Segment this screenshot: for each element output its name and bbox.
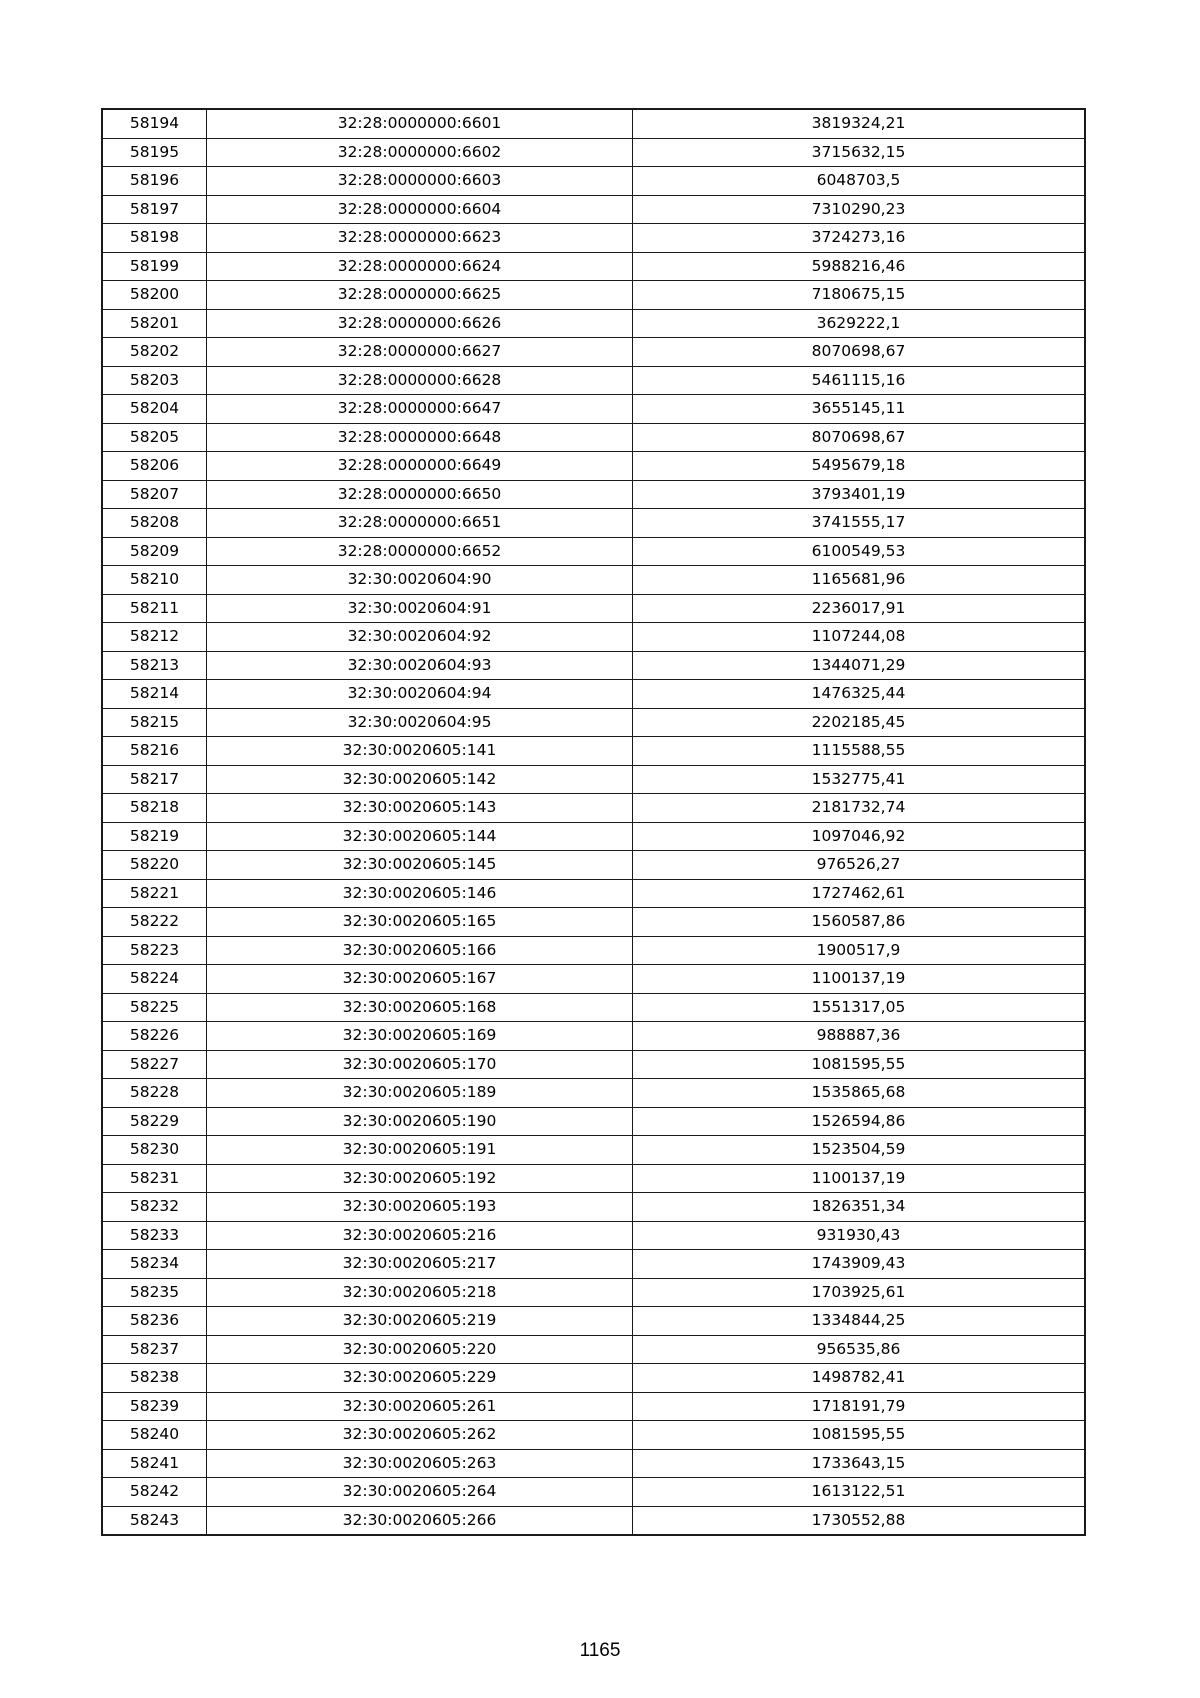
row-number-cell: 58220 bbox=[103, 851, 207, 880]
cadastral-number-cell: 32:28:0000000:6649 bbox=[207, 452, 633, 481]
table-row bbox=[103, 879, 1085, 908]
table-body bbox=[103, 110, 1085, 1535]
cadastral-number-cell: 32:30:0020605:261 bbox=[207, 1392, 633, 1421]
row-number-cell: 58236 bbox=[103, 1307, 207, 1336]
table-row bbox=[103, 1392, 1085, 1421]
row-number-cell: 58235 bbox=[103, 1278, 207, 1307]
table-row bbox=[103, 509, 1085, 538]
table-row bbox=[103, 1449, 1085, 1478]
cadastral-value-cell: 1560587,86 bbox=[633, 908, 1085, 937]
table-row bbox=[103, 822, 1085, 851]
table-row bbox=[103, 138, 1085, 167]
cadastral-number-cell: 32:30:0020605:166 bbox=[207, 936, 633, 965]
cadastral-number-cell: 32:28:0000000:6626 bbox=[207, 309, 633, 338]
row-number-cell: 58195 bbox=[103, 138, 207, 167]
cadastral-value-cell: 3793401,19 bbox=[633, 480, 1085, 509]
cadastral-number-cell: 32:30:0020605:190 bbox=[207, 1107, 633, 1136]
cadastral-value-cell: 1081595,55 bbox=[633, 1050, 1085, 1079]
table-row bbox=[103, 480, 1085, 509]
row-number-cell: 58228 bbox=[103, 1079, 207, 1108]
row-number-cell: 58215 bbox=[103, 708, 207, 737]
table-row bbox=[103, 680, 1085, 709]
cadastral-number-cell: 32:30:0020604:93 bbox=[207, 651, 633, 680]
row-number-cell: 58213 bbox=[103, 651, 207, 680]
table-row bbox=[103, 1421, 1085, 1450]
cadastral-value-cell: 931930,43 bbox=[633, 1221, 1085, 1250]
cadastral-value-cell: 3655145,11 bbox=[633, 395, 1085, 424]
table-row bbox=[103, 1193, 1085, 1222]
table-row bbox=[103, 252, 1085, 281]
cadastral-value-cell: 1730552,88 bbox=[633, 1506, 1085, 1535]
table-row bbox=[103, 993, 1085, 1022]
table-row bbox=[103, 737, 1085, 766]
cadastral-value-cell: 1476325,44 bbox=[633, 680, 1085, 709]
cadastral-number-cell: 32:28:0000000:6625 bbox=[207, 281, 633, 310]
cadastre-value-table bbox=[102, 109, 1085, 1535]
cadastral-number-cell: 32:30:0020605:193 bbox=[207, 1193, 633, 1222]
table-row bbox=[103, 452, 1085, 481]
row-number-cell: 58231 bbox=[103, 1164, 207, 1193]
table-row bbox=[103, 708, 1085, 737]
row-number-cell: 58217 bbox=[103, 765, 207, 794]
row-number-cell: 58241 bbox=[103, 1449, 207, 1478]
table-row bbox=[103, 1307, 1085, 1336]
cadastral-number-cell: 32:30:0020604:90 bbox=[207, 566, 633, 595]
cadastral-number-cell: 32:28:0000000:6624 bbox=[207, 252, 633, 281]
row-number-cell: 58205 bbox=[103, 423, 207, 452]
row-number-cell: 58224 bbox=[103, 965, 207, 994]
cadastral-number-cell: 32:28:0000000:6623 bbox=[207, 224, 633, 253]
table-row bbox=[103, 1506, 1085, 1535]
row-number-cell: 58200 bbox=[103, 281, 207, 310]
cadastral-number-cell: 32:30:0020605:192 bbox=[207, 1164, 633, 1193]
row-number-cell: 58202 bbox=[103, 338, 207, 367]
table-row bbox=[103, 1364, 1085, 1393]
table-row bbox=[103, 167, 1085, 196]
table-row bbox=[103, 566, 1085, 595]
cadastral-number-cell: 32:30:0020605:262 bbox=[207, 1421, 633, 1450]
table-row bbox=[103, 965, 1085, 994]
cadastral-value-cell: 988887,36 bbox=[633, 1022, 1085, 1051]
cadastral-value-cell: 2181732,74 bbox=[633, 794, 1085, 823]
row-number-cell: 58234 bbox=[103, 1250, 207, 1279]
cadastral-value-cell: 3741555,17 bbox=[633, 509, 1085, 538]
table-row bbox=[103, 765, 1085, 794]
table-row bbox=[103, 281, 1085, 310]
row-number-cell: 58198 bbox=[103, 224, 207, 253]
cadastral-value-cell: 1097046,92 bbox=[633, 822, 1085, 851]
table-row bbox=[103, 110, 1085, 139]
cadastral-value-cell: 1100137,19 bbox=[633, 1164, 1085, 1193]
cadastral-number-cell: 32:30:0020605:189 bbox=[207, 1079, 633, 1108]
cadastral-value-cell: 3715632,15 bbox=[633, 138, 1085, 167]
cadastral-value-cell: 1523504,59 bbox=[633, 1136, 1085, 1165]
cadastral-value-cell: 1115588,55 bbox=[633, 737, 1085, 766]
cadastral-number-cell: 32:30:0020605:216 bbox=[207, 1221, 633, 1250]
table-row bbox=[103, 366, 1085, 395]
cadastral-value-cell: 7310290,23 bbox=[633, 195, 1085, 224]
cadastral-value-cell: 3724273,16 bbox=[633, 224, 1085, 253]
cadastral-number-cell: 32:28:0000000:6651 bbox=[207, 509, 633, 538]
cadastral-number-cell: 32:30:0020605:217 bbox=[207, 1250, 633, 1279]
row-number-cell: 58214 bbox=[103, 680, 207, 709]
cadastral-value-cell: 1718191,79 bbox=[633, 1392, 1085, 1421]
table-row bbox=[103, 594, 1085, 623]
cadastral-value-cell: 1498782,41 bbox=[633, 1364, 1085, 1393]
row-number-cell: 58212 bbox=[103, 623, 207, 652]
cadastral-value-cell: 1613122,51 bbox=[633, 1478, 1085, 1507]
table-row bbox=[103, 1221, 1085, 1250]
row-number-cell: 58229 bbox=[103, 1107, 207, 1136]
row-number-cell: 58232 bbox=[103, 1193, 207, 1222]
cadastral-value-cell: 1900517,9 bbox=[633, 936, 1085, 965]
cadastral-number-cell: 32:30:0020605:168 bbox=[207, 993, 633, 1022]
row-number-cell: 58209 bbox=[103, 537, 207, 566]
cadastral-value-cell: 1826351,34 bbox=[633, 1193, 1085, 1222]
table-row bbox=[103, 1050, 1085, 1079]
cadastral-value-cell: 976526,27 bbox=[633, 851, 1085, 880]
row-number-cell: 58219 bbox=[103, 822, 207, 851]
cadastral-number-cell: 32:30:0020605:219 bbox=[207, 1307, 633, 1336]
cadastral-value-cell: 1535865,68 bbox=[633, 1079, 1085, 1108]
row-number-cell: 58216 bbox=[103, 737, 207, 766]
cadastral-value-cell: 3629222,1 bbox=[633, 309, 1085, 338]
cadastral-value-cell: 1107244,08 bbox=[633, 623, 1085, 652]
cadastral-number-cell: 32:30:0020605:191 bbox=[207, 1136, 633, 1165]
cadastral-number-cell: 32:30:0020605:220 bbox=[207, 1335, 633, 1364]
table-row bbox=[103, 537, 1085, 566]
table-row bbox=[103, 936, 1085, 965]
table-row bbox=[103, 395, 1085, 424]
cadastral-value-cell: 1743909,43 bbox=[633, 1250, 1085, 1279]
table-row bbox=[103, 1136, 1085, 1165]
row-number-cell: 58240 bbox=[103, 1421, 207, 1450]
table-row bbox=[103, 1022, 1085, 1051]
cadastral-number-cell: 32:30:0020605:144 bbox=[207, 822, 633, 851]
row-number-cell: 58208 bbox=[103, 509, 207, 538]
row-number-cell: 58237 bbox=[103, 1335, 207, 1364]
table-row bbox=[103, 1335, 1085, 1364]
table-row bbox=[103, 224, 1085, 253]
cadastral-number-cell: 32:30:0020605:170 bbox=[207, 1050, 633, 1079]
cadastral-value-cell: 1526594,86 bbox=[633, 1107, 1085, 1136]
cadastral-number-cell: 32:30:0020604:95 bbox=[207, 708, 633, 737]
cadastral-number-cell: 32:30:0020605:141 bbox=[207, 737, 633, 766]
cadastral-number-cell: 32:30:0020605:167 bbox=[207, 965, 633, 994]
row-number-cell: 58233 bbox=[103, 1221, 207, 1250]
cadastral-number-cell: 32:28:0000000:6628 bbox=[207, 366, 633, 395]
row-number-cell: 58242 bbox=[103, 1478, 207, 1507]
table-row bbox=[103, 623, 1085, 652]
cadastral-value-cell: 2236017,91 bbox=[633, 594, 1085, 623]
cadastral-number-cell: 32:30:0020604:94 bbox=[207, 680, 633, 709]
table-row bbox=[103, 1250, 1085, 1279]
row-number-cell: 58221 bbox=[103, 879, 207, 908]
cadastral-number-cell: 32:28:0000000:6652 bbox=[207, 537, 633, 566]
cadastral-value-cell: 1081595,55 bbox=[633, 1421, 1085, 1450]
table-row bbox=[103, 195, 1085, 224]
cadastral-number-cell: 32:28:0000000:6647 bbox=[207, 395, 633, 424]
cadastral-number-cell: 32:28:0000000:6648 bbox=[207, 423, 633, 452]
table-row bbox=[103, 851, 1085, 880]
cadastral-number-cell: 32:28:0000000:6604 bbox=[207, 195, 633, 224]
cadastral-value-cell: 1733643,15 bbox=[633, 1449, 1085, 1478]
cadastral-number-cell: 32:30:0020605:146 bbox=[207, 879, 633, 908]
cadastral-value-cell: 1703925,61 bbox=[633, 1278, 1085, 1307]
cadastral-value-cell: 2202185,45 bbox=[633, 708, 1085, 737]
row-number-cell: 58227 bbox=[103, 1050, 207, 1079]
cadastral-value-cell: 3819324,21 bbox=[633, 110, 1085, 139]
cadastral-value-cell: 1727462,61 bbox=[633, 879, 1085, 908]
cadastral-value-cell: 6100549,53 bbox=[633, 537, 1085, 566]
cadastral-value-cell: 5461115,16 bbox=[633, 366, 1085, 395]
row-number-cell: 58206 bbox=[103, 452, 207, 481]
cadastral-value-cell: 1334844,25 bbox=[633, 1307, 1085, 1336]
cadastral-number-cell: 32:30:0020605:218 bbox=[207, 1278, 633, 1307]
row-number-cell: 58222 bbox=[103, 908, 207, 937]
row-number-cell: 58230 bbox=[103, 1136, 207, 1165]
cadastral-number-cell: 32:30:0020605:143 bbox=[207, 794, 633, 823]
table-row bbox=[103, 309, 1085, 338]
table-row bbox=[103, 794, 1085, 823]
cadastral-value-cell: 1344071,29 bbox=[633, 651, 1085, 680]
cadastral-number-cell: 32:28:0000000:6603 bbox=[207, 167, 633, 196]
cadastral-value-cell: 1532775,41 bbox=[633, 765, 1085, 794]
cadastral-number-cell: 32:30:0020605:169 bbox=[207, 1022, 633, 1051]
row-number-cell: 58239 bbox=[103, 1392, 207, 1421]
row-number-cell: 58196 bbox=[103, 167, 207, 196]
cadastral-value-cell: 1165681,96 bbox=[633, 566, 1085, 595]
row-number-cell: 58218 bbox=[103, 794, 207, 823]
table-row bbox=[103, 423, 1085, 452]
row-number-cell: 58204 bbox=[103, 395, 207, 424]
cadastral-number-cell: 32:28:0000000:6650 bbox=[207, 480, 633, 509]
cadastral-number-cell: 32:28:0000000:6601 bbox=[207, 110, 633, 139]
cadastral-number-cell: 32:28:0000000:6602 bbox=[207, 138, 633, 167]
row-number-cell: 58199 bbox=[103, 252, 207, 281]
row-number-cell: 58223 bbox=[103, 936, 207, 965]
cadastral-value-cell: 8070698,67 bbox=[633, 423, 1085, 452]
cadastral-value-cell: 5988216,46 bbox=[633, 252, 1085, 281]
cadastral-value-cell: 6048703,5 bbox=[633, 167, 1085, 196]
table-row bbox=[103, 1278, 1085, 1307]
cadastral-value-cell: 5495679,18 bbox=[633, 452, 1085, 481]
cadastral-number-cell: 32:30:0020605:266 bbox=[207, 1506, 633, 1535]
table-row bbox=[103, 1164, 1085, 1193]
cadastral-number-cell: 32:30:0020605:145 bbox=[207, 851, 633, 880]
row-number-cell: 58203 bbox=[103, 366, 207, 395]
table-row bbox=[103, 908, 1085, 937]
cadastral-value-cell: 1100137,19 bbox=[633, 965, 1085, 994]
row-number-cell: 58207 bbox=[103, 480, 207, 509]
row-number-cell: 58225 bbox=[103, 993, 207, 1022]
cadastral-value-cell: 8070698,67 bbox=[633, 338, 1085, 367]
page-number: 1165 bbox=[579, 1640, 621, 1661]
cadastral-number-cell: 32:30:0020605:142 bbox=[207, 765, 633, 794]
cadastral-number-cell: 32:30:0020604:91 bbox=[207, 594, 633, 623]
cadastral-value-cell: 1551317,05 bbox=[633, 993, 1085, 1022]
row-number-cell: 58243 bbox=[103, 1506, 207, 1535]
cadastral-number-cell: 32:30:0020605:263 bbox=[207, 1449, 633, 1478]
row-number-cell: 58194 bbox=[103, 110, 207, 139]
table-row bbox=[103, 1079, 1085, 1108]
row-number-cell: 58197 bbox=[103, 195, 207, 224]
cadastral-value-cell: 956535,86 bbox=[633, 1335, 1085, 1364]
cadastral-number-cell: 32:30:0020605:264 bbox=[207, 1478, 633, 1507]
table-row bbox=[103, 651, 1085, 680]
table-row bbox=[103, 338, 1085, 367]
table-row bbox=[103, 1107, 1085, 1136]
row-number-cell: 58211 bbox=[103, 594, 207, 623]
cadastral-number-cell: 32:30:0020604:92 bbox=[207, 623, 633, 652]
cadastral-number-cell: 32:30:0020605:165 bbox=[207, 908, 633, 937]
row-number-cell: 58226 bbox=[103, 1022, 207, 1051]
row-number-cell: 58201 bbox=[103, 309, 207, 338]
cadastral-number-cell: 32:28:0000000:6627 bbox=[207, 338, 633, 367]
row-number-cell: 58238 bbox=[103, 1364, 207, 1393]
table-row bbox=[103, 1478, 1085, 1507]
cadastral-value-cell: 7180675,15 bbox=[633, 281, 1085, 310]
cadastral-number-cell: 32:30:0020605:229 bbox=[207, 1364, 633, 1393]
row-number-cell: 58210 bbox=[103, 566, 207, 595]
